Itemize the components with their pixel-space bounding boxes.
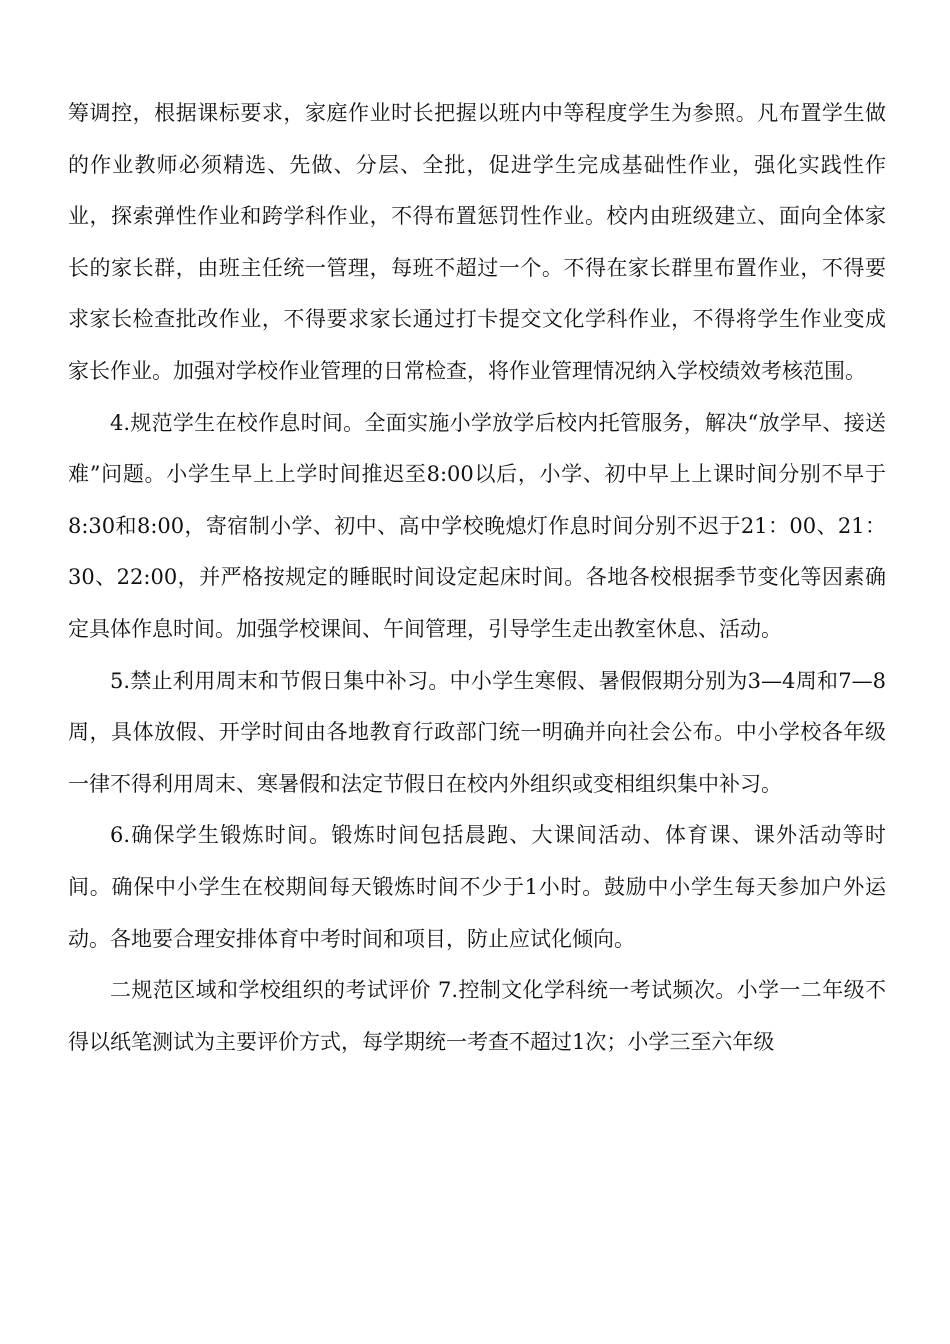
paragraph-continued: 筹调控，根据课标要求，家庭作业时长把握以班内中等程度学生为参照。凡布置学生做的作业教师必须精选、先做、分层、全批，促进学生完成基础性作业，强化实践性作业，探索弹性作业和跨学科作业，不得布置惩罚性作业。校内由班级建立、面向全体家长的家长群，由班主任统一管理，每班不超过一个。不得在家长群里布置作业，不得要求家长检查批改作业，不得要求家长通过打卡提交文化学科作业，不得将学生作业变成家长作业。加强对学校作业管理的日常检查，将作业管理情况纳入学校绩效考核范围。	[68, 101, 886, 383]
paragraph-6-exercise-time: 6.确保学生锻炼时间。锻炼时间包括晨跑、大课间活动、体育课、课外活动等时间。确保中小学生在校期间每天锻炼时间不少于1小时。鼓励中小学生每天参加户外运动。各地要合理安排体育中考时间和项目，防止应试化倾向。	[68, 823, 886, 951]
paragraph-7-exam-frequency: 二规范区域和学校组织的考试评价 7.控制文化学科统一考试频次。小学一二年级不得以纸笔测试为主要评价方式，每学期统一考查不超过1次；小学三至六年级	[68, 978, 886, 1054]
paragraph-5-holiday-tutoring: 5.禁止利用周末和节假日集中补习。中小学生寒假、暑假假期分别为3—4周和7—8周，具体放假、开学时间由各地教育行政部门统一明确并向社会公布。中小学校各年级一律不得利用周末、寒暑假和法定节假日在校内外组织或变相组织集中补习。	[68, 668, 886, 796]
document-body	[68, 88, 886, 1068]
paragraph-4-rest-schedule: 4.规范学生在校作息时间。全面实施小学放学后校内托管服务，解决“放学早、接送难”问题。小学生早上上学时间推迟至8:00以后，小学、初中早上上课时间分别不早于8:30和8:00，寄宿制小学、初中、高中学校晚熄灯作息时间分别不迟于21：00、21：30、22:00，并严格按规定的睡眠时间设定起床时间。各地各校根据季节变化等因素确定具体作息时间。加强学校课间、午间管理，引导学生走出教室休息、活动。	[68, 410, 886, 641]
